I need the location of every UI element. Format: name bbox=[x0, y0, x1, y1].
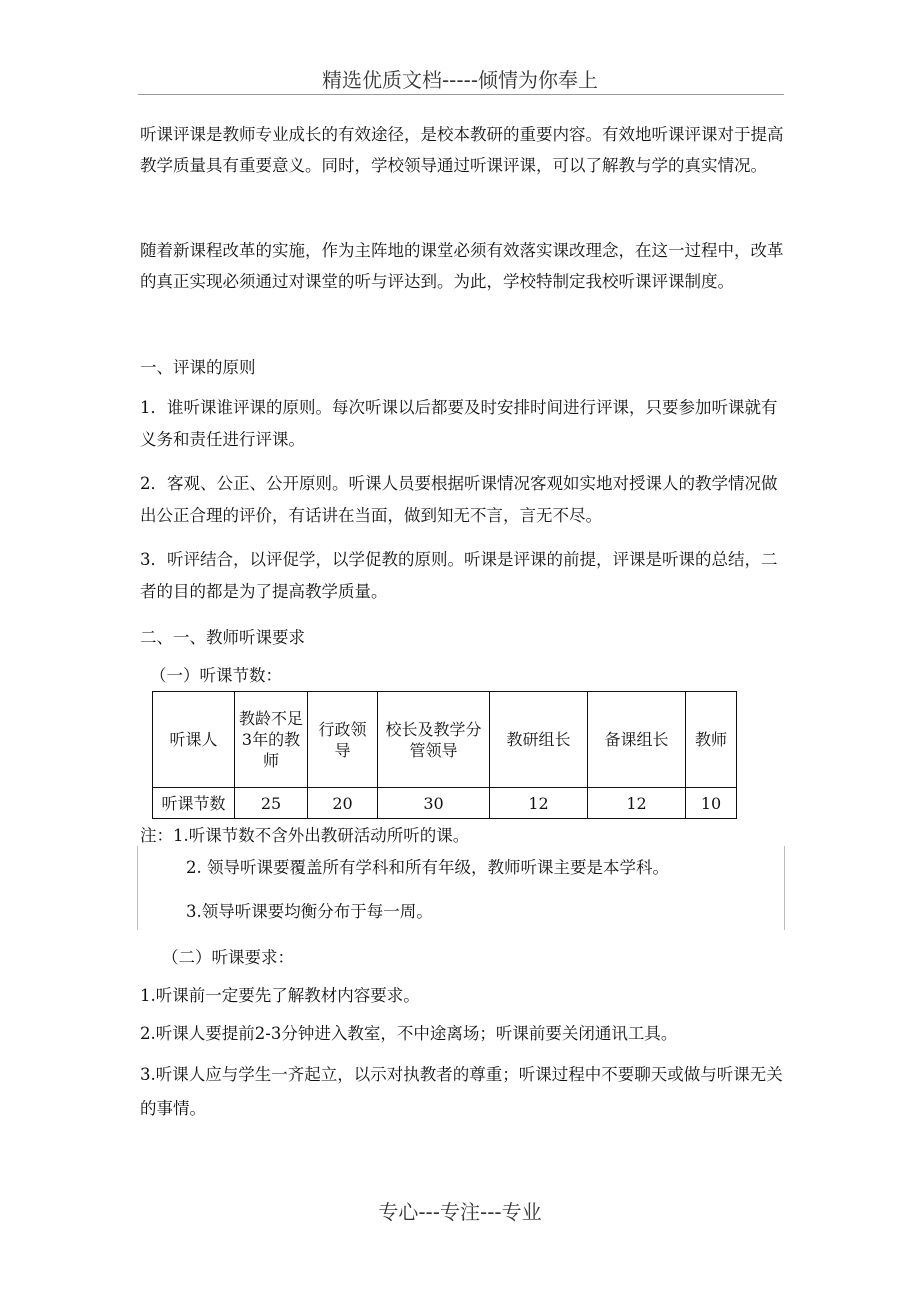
section1-heading: 一、评课的原则 bbox=[140, 358, 256, 377]
table-header-cell: 教师 bbox=[686, 692, 737, 788]
note-2: 2. 领导听课要覆盖所有学科和所有年级，教师听课主要是本学科。 bbox=[186, 858, 669, 877]
subsection-requirements-heading: （二）听课要求： bbox=[162, 948, 294, 967]
subsection-lesson-count-heading: （一）听课节数： bbox=[150, 666, 282, 685]
principle-item-3: 3．听评结合，以评促学，以学促教的原则。听课是评课的前提，评课是听课的总结，二者的目的都是为了提高教学质量。 bbox=[140, 550, 778, 601]
intro-paragraph-1: 听课评课是教师专业成长的有效途径，是校本教研的重要内容。有效地听课评课对于提高教学质量具有重要意义。同时，学校领导通过听课评课，可以了解教与学的真实情况。 bbox=[140, 125, 784, 175]
table-header-cell: 听课人 bbox=[153, 692, 235, 788]
table-cell: 30 bbox=[378, 788, 490, 819]
table-row-label: 听课节数 bbox=[153, 788, 235, 819]
principle-item-2: 2．客观、公正、公开原则。听课人员要根据听课情况客观如实地对授课人的教学情况做出公正合理的评价，有话讲在当面，做到知无不言，言无不尽。 bbox=[140, 474, 778, 525]
table-header-cell: 备课组长 bbox=[588, 692, 686, 788]
requirement-item-3: 3.听课人应与学生一齐起立，以示对执教者的尊重；听课过程中不要聊天或做与听课无关的事情。 bbox=[140, 1065, 783, 1118]
table-cell: 25 bbox=[235, 788, 308, 819]
table-cell: 12 bbox=[490, 788, 588, 819]
table-cell: 10 bbox=[686, 788, 737, 819]
note-1: 注：1.听课节数不含外出教研活动所听的课。 bbox=[140, 826, 470, 845]
table-header-cell: 校长及教学分管领导 bbox=[378, 692, 490, 788]
table-header-cell: 行政领导 bbox=[308, 692, 378, 788]
note-3: 3.领导听课要均衡分布于每一周。 bbox=[186, 902, 433, 921]
principle-item-1: 1．谁听课谁评课的原则。每次听课以后都要及时安排时间进行评课，只要参加听课就有义务和责任进行评课。 bbox=[140, 398, 778, 449]
table-header-cell: 教研组长 bbox=[490, 692, 588, 788]
page-header-title: 精选优质文档-----倾情为你奉上 bbox=[321, 68, 599, 92]
table-header-row bbox=[153, 692, 737, 788]
table-cell: 12 bbox=[588, 788, 686, 819]
table-cell: 20 bbox=[308, 788, 378, 819]
requirement-item-1: 1.听课前一定要先了解教材内容要求。 bbox=[140, 986, 420, 1005]
table-row bbox=[153, 788, 737, 819]
requirement-item-2: 2.听课人要提前2-3分钟进入教室，不中途离场；听课前要关闭通讯工具。 bbox=[140, 1024, 678, 1043]
section2-heading: 二、一、教师听课要求 bbox=[140, 628, 305, 647]
intro-paragraph-2: 随着新课程改革的实施，作为主阵地的课堂必须有效落实课改理念，在这一过程中，改革的真正实现必须通过对课堂的听与评达到。为此，学校特制定我校听课评课制度。 bbox=[140, 241, 784, 291]
lesson-count-table bbox=[152, 691, 737, 819]
page-footer: 专心---专注---专业 bbox=[378, 1200, 542, 1224]
header-divider bbox=[138, 94, 784, 95]
table-header-cell: 教龄不足3年的教师 bbox=[235, 692, 308, 788]
